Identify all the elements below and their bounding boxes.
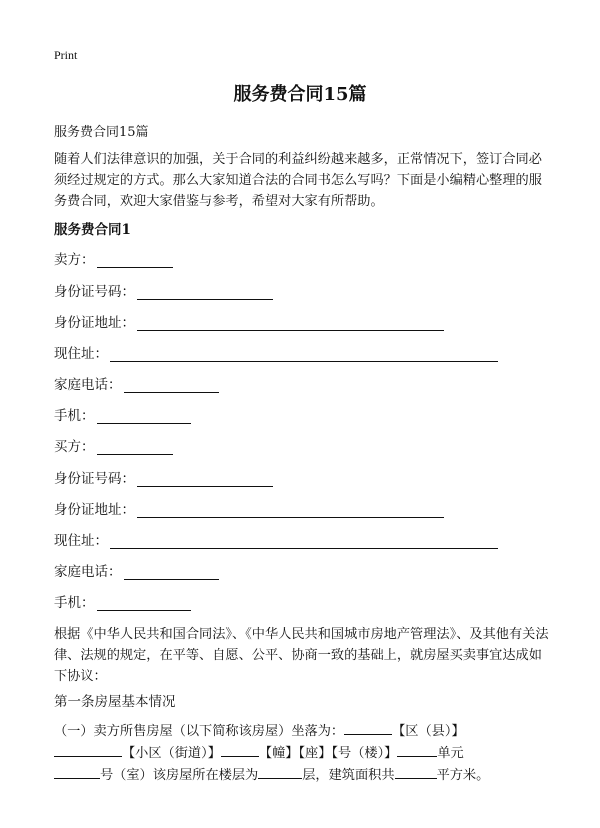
buyer-current-address-field: [54, 529, 498, 549]
field-blank: [124, 563, 219, 580]
field-blank: [97, 438, 173, 455]
clause-blank: [54, 764, 100, 779]
field-blank: [97, 407, 191, 424]
clause-text: 层，建筑面积共: [302, 768, 395, 783]
clause-blank: [258, 764, 302, 779]
clause-text: 【区（县）】: [392, 724, 465, 739]
field-label: 家庭电话：: [54, 377, 122, 393]
buyer-home-phone-field: [54, 560, 219, 580]
field-blank: [110, 345, 498, 362]
article-one-title: 第一条房屋基本情况: [54, 694, 176, 710]
buyer-field: [54, 435, 173, 455]
seller-field: [54, 248, 173, 268]
clause-text: 号（室）该房屋所在楼层为: [100, 768, 259, 783]
document-subtitle: 服务费合同15篇: [54, 125, 149, 140]
clause-text: 【幢】【座】【号（楼）】: [258, 746, 398, 761]
field-label: 现住址：: [54, 346, 108, 362]
seller-home-phone-field: [54, 373, 219, 393]
basis-paragraph: 根据《中华人民共和国合同法》、《中华人民共和国城市房地产管理法》、及其他有关法律、法规的规定，在平等、自愿、公平、协商一致的基础上，就房屋买卖事宜达成如下协议：: [54, 627, 549, 684]
field-label: 身份证地址：: [54, 315, 135, 331]
field-blank: [137, 470, 273, 487]
buyer-mobile-field: [54, 591, 191, 611]
field-label: 现住址：: [54, 533, 108, 549]
field-blank: [124, 376, 219, 393]
field-blank: [137, 314, 444, 331]
field-label: 身份证号码：: [54, 284, 135, 300]
field-blank: [110, 532, 498, 549]
clause-one: [54, 720, 559, 786]
seller-id-number-field: [54, 280, 273, 300]
buyer-id-number-field: [54, 467, 273, 487]
field-label: 买方：: [54, 439, 95, 455]
field-label: 卖方：: [54, 252, 95, 268]
clause-text: （一）卖方所售房屋（以下简称该房屋）坐落为：: [54, 724, 345, 739]
seller-current-address-field: [54, 342, 498, 362]
field-blank: [137, 501, 444, 518]
print-label[interactable]: Print: [54, 48, 78, 62]
clause-blank: [221, 742, 259, 757]
clause-blank: [397, 742, 437, 757]
field-label: 手机：: [54, 408, 95, 424]
seller-id-address-field: [54, 311, 444, 331]
seller-mobile-field: [54, 404, 191, 424]
clause-blank: [395, 764, 437, 779]
field-label: 身份证地址：: [54, 502, 135, 518]
clause-blank: [54, 742, 122, 757]
field-blank: [137, 283, 273, 300]
clause-text: 【小区（街道）】: [122, 746, 221, 761]
clause-text: 单元: [437, 746, 464, 761]
intro-paragraph: 随着人们法律意识的加强，关于合同的利益纠纷越来越多，正常情况下，签订合同必须经过规定的方式。那么大家知道合法的合同书怎么写吗？下面是小编精心整理的服务费合同，欢迎大家借鉴与参考，希望对大家有所帮助。: [54, 152, 542, 209]
field-label: 身份证号码：: [54, 471, 135, 487]
clause-text: 平方米。: [436, 768, 490, 783]
section-heading: 服务费合同1: [54, 222, 131, 238]
clause-blank: [344, 720, 392, 735]
field-label: 家庭电话：: [54, 564, 122, 580]
field-blank: [97, 251, 173, 268]
field-blank: [97, 594, 191, 611]
document-title: 服务费合同15篇: [233, 84, 367, 105]
field-label: 手机：: [54, 595, 95, 611]
buyer-id-address-field: [54, 498, 444, 518]
